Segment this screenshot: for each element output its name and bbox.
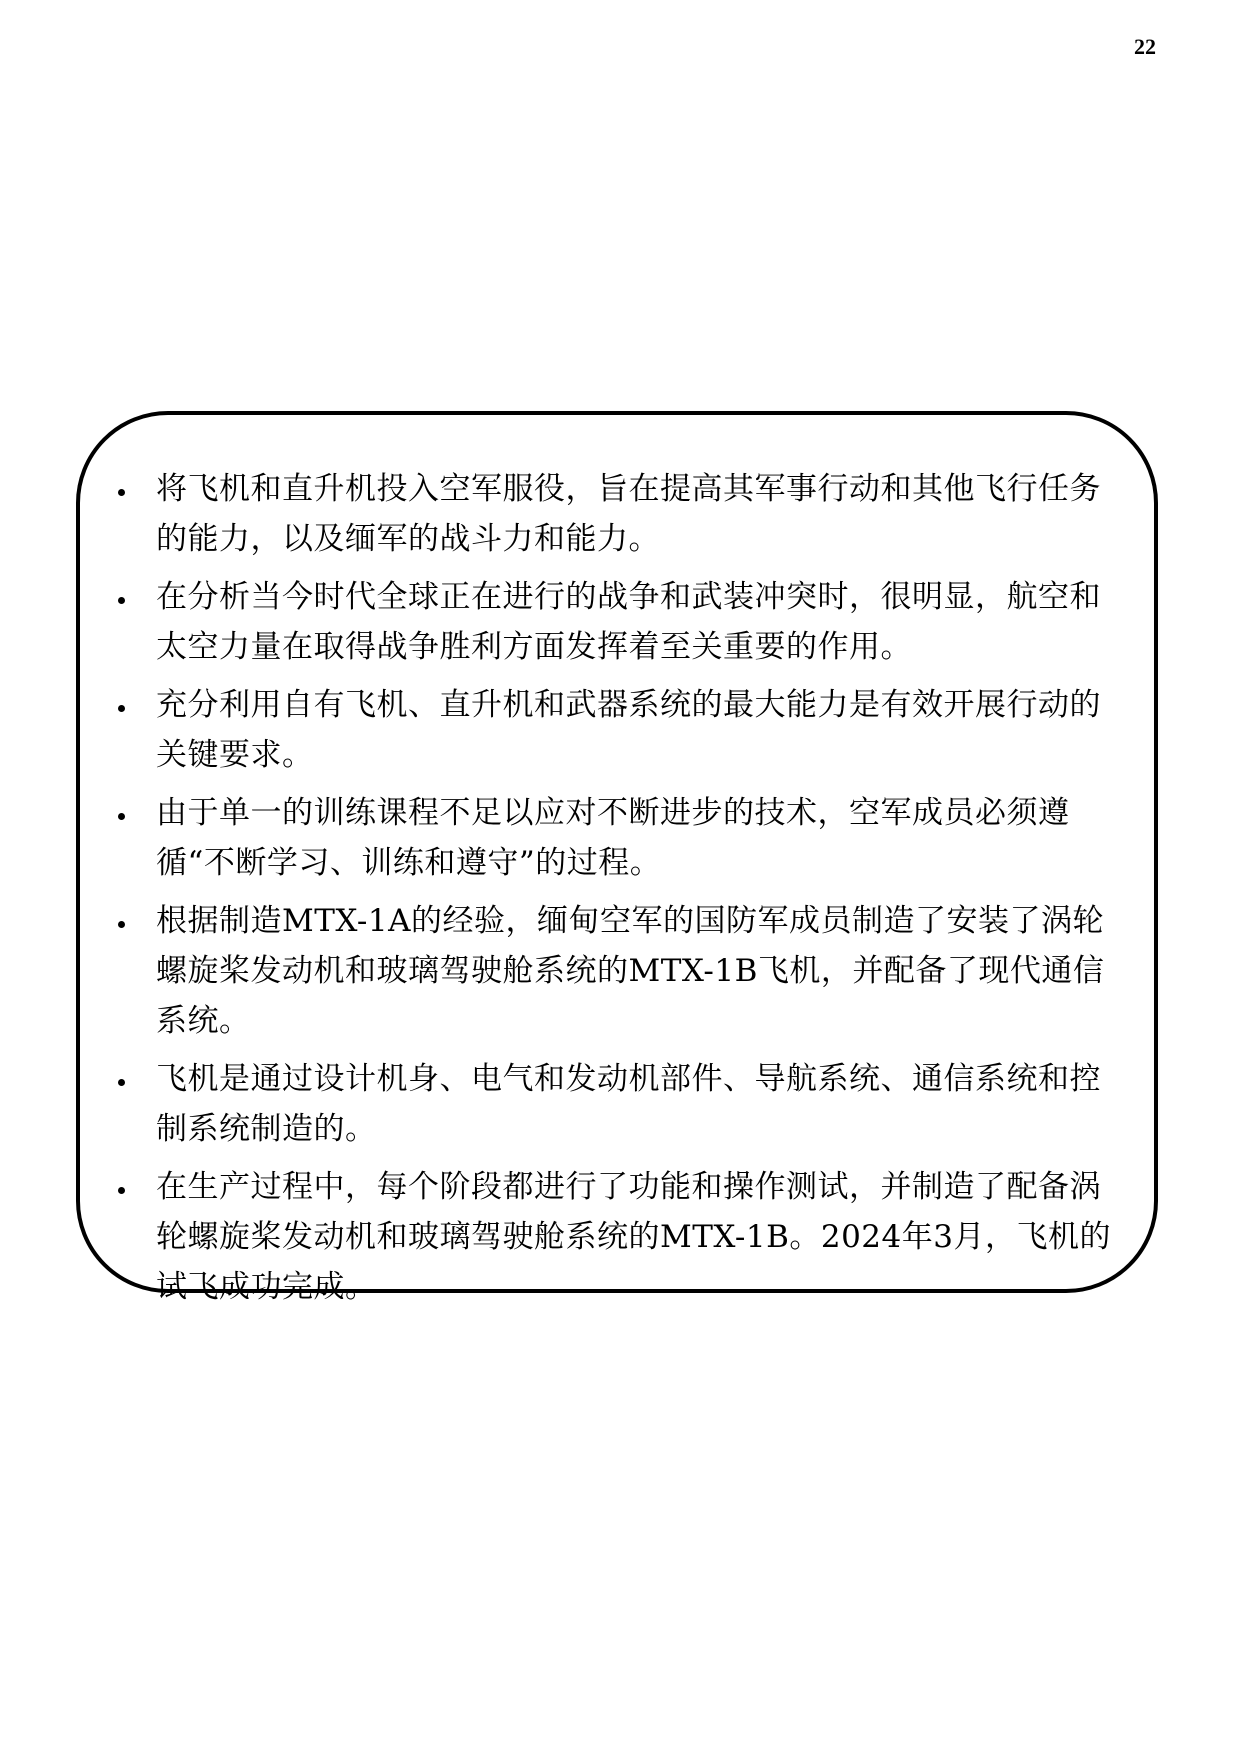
bullet-dot-icon [118, 705, 125, 712]
list-item [108, 572, 1128, 672]
list-item [108, 1054, 1128, 1154]
bullet-text: 将飞机和直升机投入空军服役，旨在提高其军事行动和其他飞行任务的能力，以及缅军的战斗力和能力。 [156, 471, 1101, 557]
list-item [108, 680, 1128, 780]
bullet-dot-icon [118, 813, 125, 820]
bullet-text: 充分利用自有飞机、直升机和武器系统的最大能力是有效开展行动的关键要求。 [156, 687, 1101, 773]
bullet-list [108, 464, 1128, 1320]
bullet-dot-icon [118, 597, 125, 604]
list-item [108, 464, 1128, 564]
bullet-dot-icon [118, 1187, 125, 1194]
bullet-text: 由于单一的训练课程不足以应对不断进步的技术，空军成员必须遵循“不断学习、训练和遵守”的过程。 [156, 795, 1070, 881]
list-item [108, 1162, 1128, 1312]
bullet-dot-icon [118, 1079, 125, 1086]
bullet-text: 飞机是通过设计机身、电气和发动机部件、导航系统、通信系统和控制系统制造的。 [156, 1061, 1101, 1147]
bullet-text: 在分析当今时代全球正在进行的战争和武装冲突时，很明显，航空和太空力量在取得战争胜利方面发挥着至关重要的作用。 [156, 579, 1101, 665]
bullet-text: 根据制造MTX-1A的经验，缅甸空军的国防军成员制造了安装了涡轮螺旋桨发动机和玻璃驾驶舱系统的MTX-1B飞机，并配备了现代通信系统。 [156, 903, 1105, 1039]
page-number: 22 [1134, 34, 1156, 59]
bullet-dot-icon [118, 921, 125, 928]
bullet-dot-icon [118, 489, 125, 496]
list-item [108, 896, 1128, 1046]
bullet-text: 在生产过程中，每个阶段都进行了功能和操作测试，并制造了配备涡轮螺旋桨发动机和玻璃驾驶舱系统的MTX-1B。2024年3月，飞机的试飞成功完成。 [156, 1169, 1111, 1305]
list-item [108, 788, 1128, 888]
